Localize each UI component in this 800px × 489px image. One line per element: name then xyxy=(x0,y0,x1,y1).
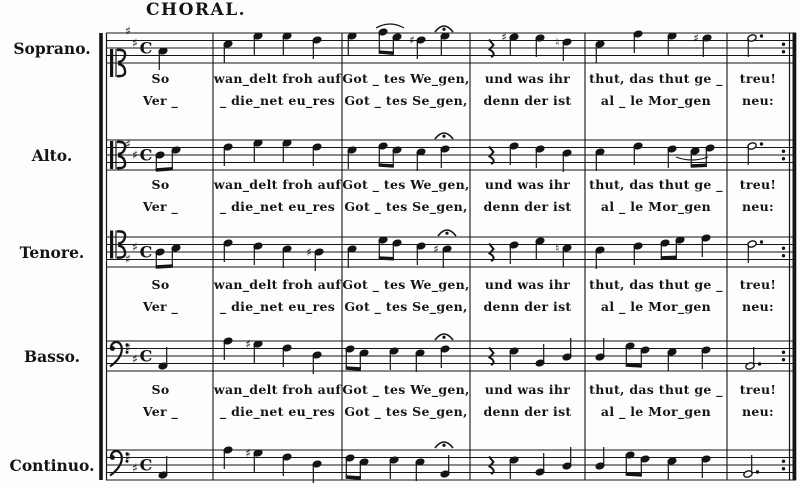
lyric-line2-m3: denn der ist xyxy=(483,93,572,108)
sharp-icon: ♯ xyxy=(125,341,131,356)
slur xyxy=(376,24,404,28)
augmentation-dot xyxy=(760,142,763,145)
sharp-icon: ♯ xyxy=(132,352,138,367)
eighth-beam xyxy=(691,165,707,166)
lyric-line1-m3: und was ihr xyxy=(484,71,571,86)
repeat-dot xyxy=(782,157,785,160)
lyric-line2-m1: _ die_net eu_res xyxy=(219,404,336,419)
lyric-line1-m5: treu! xyxy=(739,177,777,192)
lyric-line1-m2: Got _ tes We_gen, xyxy=(342,382,470,397)
repeat-dot xyxy=(782,254,785,257)
accidental-sharp-icon: ♯ xyxy=(501,30,507,45)
staff-label-alto: Alto. xyxy=(31,146,73,165)
lyric-line1-m4: thut, das thut ge _ xyxy=(589,177,723,192)
lyric-line1-m4: thut, das thut ge _ xyxy=(589,277,723,292)
augmentation-dot xyxy=(758,362,761,365)
lyric-line1-m4: thut, das thut ge _ xyxy=(589,71,723,86)
page-title: CHORAL. xyxy=(146,0,247,20)
lyric-line1-m0: So xyxy=(151,382,170,397)
eighth-beam xyxy=(346,477,361,478)
lyric-line1-m3: und was ihr xyxy=(484,277,571,292)
lyric-line1-m2: Got _ tes We_gen, xyxy=(342,71,470,86)
common-time-icon: C xyxy=(139,38,153,58)
sharp-icon: ♯ xyxy=(132,148,138,163)
eighth-beam xyxy=(379,165,394,166)
lyric-line1-m1: wan_delt froh auf xyxy=(213,177,342,192)
sharp-icon: ♯ xyxy=(125,450,131,465)
lyric-line2-m4: al _ le Mor_gen xyxy=(600,199,712,214)
lyric-line2-m3: denn der ist xyxy=(483,299,572,314)
staff-label-tenore: Tenore. xyxy=(19,243,85,262)
accidental-sharp-icon: ♯ xyxy=(409,33,415,48)
repeat-dot xyxy=(782,460,785,463)
lyric-line2-m4: al _ le Mor_gen xyxy=(600,93,712,108)
repeat-dot xyxy=(782,358,785,361)
accidental-sharp-icon: ♯ xyxy=(306,245,312,260)
lyric-line2-m1: _ die_net eu_res xyxy=(219,299,336,314)
sharp-icon: ♯ xyxy=(132,240,138,255)
lyric-line2-m2: Got _ tes Se_gen, xyxy=(344,299,468,314)
augmentation-dot xyxy=(760,34,763,37)
lyric-line1-m0: So xyxy=(151,71,170,86)
lyric-line1-m3: und was ihr xyxy=(484,382,571,397)
repeat-dot xyxy=(782,467,785,470)
accidental-sharp-icon: ♯ xyxy=(245,446,251,461)
staff-label-continuo: Continuo. xyxy=(9,456,95,475)
accidental-sharp-icon: ♯ xyxy=(693,31,699,46)
lyric-line1-m0: So xyxy=(151,277,170,292)
sharp-icon: ♯ xyxy=(125,137,131,152)
staff-label-soprano: Soprano. xyxy=(13,39,91,58)
eighth-beam xyxy=(626,474,642,475)
final-thick-barline xyxy=(793,33,797,480)
lyric-line1-m1: wan_delt froh auf xyxy=(213,382,342,397)
fermata-icon xyxy=(442,444,445,447)
repeat-dot xyxy=(782,351,785,354)
lyric-line2-m3: denn der ist xyxy=(483,404,572,419)
sharp-icon: ♯ xyxy=(125,24,131,39)
lyric-line1-m4: thut, das thut ge _ xyxy=(589,382,723,397)
eighth-beam xyxy=(346,368,361,369)
augmentation-dot xyxy=(760,240,763,243)
common-time-icon: C xyxy=(139,346,153,366)
common-time-icon: C xyxy=(139,145,153,165)
staff-label-basso: Basso. xyxy=(23,347,81,366)
lyric-line1-m5: treu! xyxy=(739,71,777,86)
fermata-icon xyxy=(442,336,445,339)
lyric-line2-m0: Ver _ xyxy=(142,299,179,314)
accidental-sharp-icon: ♯ xyxy=(245,337,251,352)
common-time-icon: C xyxy=(139,455,153,475)
accidental-natural-icon: ♮ xyxy=(554,241,560,256)
repeat-dot xyxy=(782,43,785,46)
eighth-beam xyxy=(156,169,173,170)
lyric-line1-m1: wan_delt froh auf xyxy=(213,71,342,86)
repeat-dot xyxy=(782,50,785,53)
eighth-beam xyxy=(379,258,394,259)
lyric-line1-m2: Got _ tes We_gen, xyxy=(342,177,470,192)
lyric-line2-m3: denn der ist xyxy=(483,199,572,214)
repeat-dot xyxy=(782,150,785,153)
system-start-thick-barline xyxy=(99,33,103,480)
accidental-sharp-icon: ♯ xyxy=(433,242,439,257)
lyric-line2-m2: Got _ tes Se_gen, xyxy=(344,404,468,419)
repeat-dot xyxy=(782,247,785,250)
lyric-line2-m1: _ die_net eu_res xyxy=(219,199,336,214)
lyric-line1-m5: treu! xyxy=(739,382,777,397)
eighth-beam xyxy=(379,52,394,53)
c-clef-icon xyxy=(110,231,113,259)
sharp-icon: ♯ xyxy=(132,461,138,476)
lyric-line2-m0: Ver _ xyxy=(142,404,179,419)
accidental-natural-icon: ♮ xyxy=(554,35,560,50)
eighth-beam xyxy=(156,266,173,267)
augmentation-dot xyxy=(756,470,759,473)
fermata-icon xyxy=(442,135,445,138)
bass-clef-icon xyxy=(110,342,122,366)
lyric-line2-m5: neu: xyxy=(742,93,774,108)
fermata-icon xyxy=(442,28,445,31)
lyric-line1-m5: treu! xyxy=(739,277,777,292)
sharp-icon: ♯ xyxy=(125,252,131,267)
lyric-line2-m2: Got _ tes Se_gen, xyxy=(344,93,468,108)
lyric-line1-m3: und was ihr xyxy=(484,177,571,192)
lyric-line1-m0: So xyxy=(151,177,170,192)
lyric-line2-m2: Got _ tes Se_gen, xyxy=(344,199,468,214)
lyric-line2-m4: al _ le Mor_gen xyxy=(600,404,712,419)
lyric-line2-m5: neu: xyxy=(742,199,774,214)
sharp-icon: ♯ xyxy=(132,36,138,51)
lyric-line1-m2: Got _ tes We_gen, xyxy=(342,277,470,292)
common-time-icon: C xyxy=(139,242,153,262)
lyric-line2-m5: neu: xyxy=(742,404,774,419)
slur xyxy=(676,157,708,160)
lyric-line2-m5: neu: xyxy=(742,299,774,314)
lyric-line1-m1: wan_delt froh auf xyxy=(213,277,342,292)
c-clef-icon xyxy=(110,141,113,169)
lyric-line2-m0: Ver _ xyxy=(142,199,179,214)
lyric-line2-m4: al _ le Mor_gen xyxy=(600,299,712,314)
eighth-beam xyxy=(661,257,677,258)
lyric-line2-m0: Ver _ xyxy=(142,93,179,108)
eighth-beam xyxy=(626,365,642,366)
fermata-icon xyxy=(445,232,448,235)
bass-clef-icon xyxy=(110,451,122,475)
lyric-line2-m1: _ die_net eu_res xyxy=(219,93,336,108)
